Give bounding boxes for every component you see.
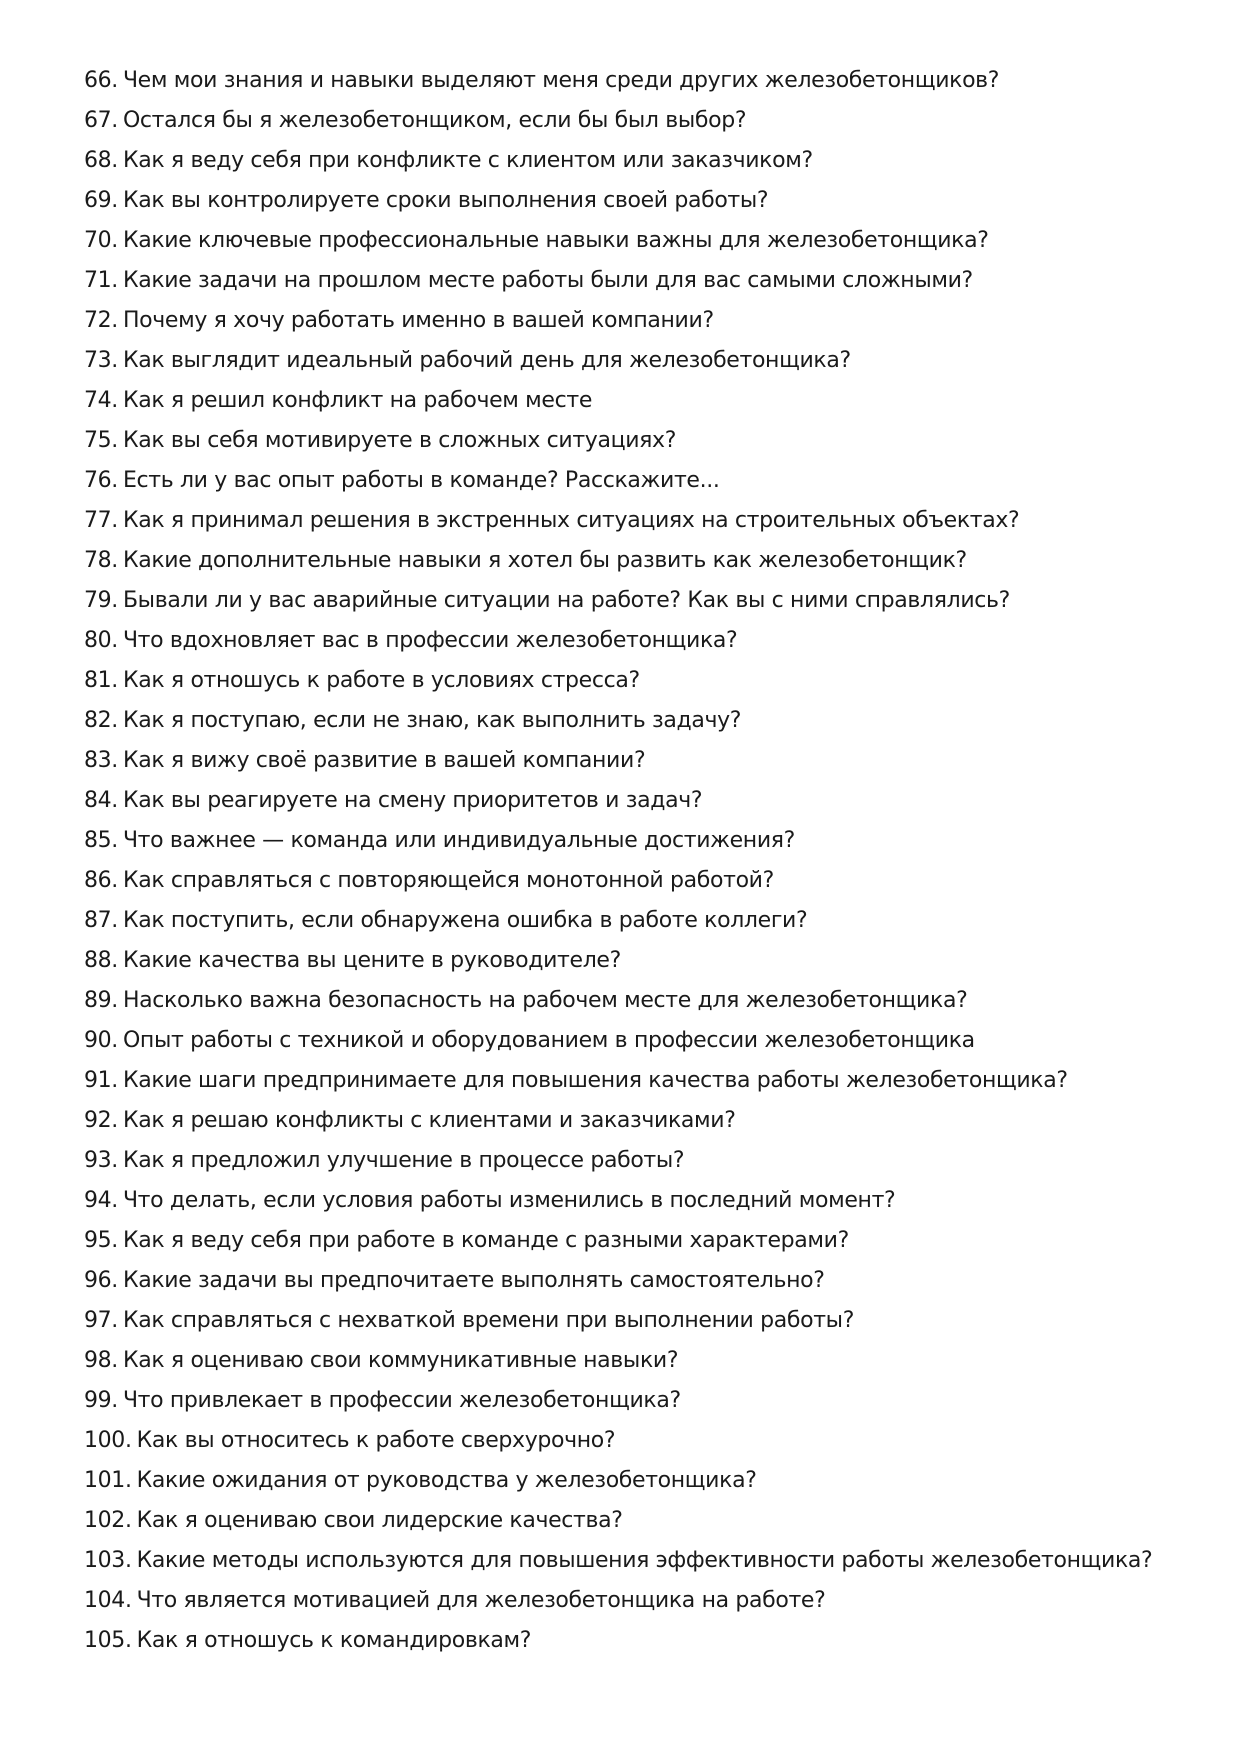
question-text: Как справляться с повторяющейся монотонной работой? [122, 868, 774, 893]
question-text: Какие дополнительные навыки я хотел бы развить как железобетонщик? [122, 548, 967, 573]
question-item [84, 221, 1214, 261]
question-item [84, 701, 1214, 741]
question-item [84, 1141, 1214, 1181]
question-number: 100. [84, 1428, 132, 1453]
question-number: 79. [84, 588, 118, 613]
question-item [84, 941, 1214, 981]
question-item [84, 261, 1214, 301]
question-item [84, 61, 1214, 101]
question-item [84, 1381, 1214, 1421]
question-number: 77. [84, 508, 118, 533]
question-text: Как вы реагируете на смену приоритетов и задач? [122, 788, 703, 813]
question-text: Как я отношусь к командировкам? [136, 1628, 532, 1653]
question-item [84, 781, 1214, 821]
question-text: Какие ключевые профессиональные навыки важны для железобетонщика? [122, 228, 989, 253]
question-item [84, 901, 1214, 941]
question-item [84, 1021, 1214, 1061]
question-text: Есть ли у вас опыт работы в команде? Расскажите... [122, 468, 720, 493]
question-text: Что вдохновляет вас в профессии железобетонщика? [122, 628, 738, 653]
question-item [84, 1341, 1214, 1381]
question-item [84, 461, 1214, 501]
question-number: 94. [84, 1188, 118, 1213]
question-item [84, 1061, 1214, 1101]
question-number: 75. [84, 428, 118, 453]
question-number: 81. [84, 668, 118, 693]
question-number: 99. [84, 1388, 118, 1413]
question-text: Как я отношусь к работе в условиях стресса? [122, 668, 640, 693]
question-number: 82. [84, 708, 118, 733]
question-item [84, 1501, 1214, 1541]
question-item [84, 741, 1214, 781]
question-text: Чем мои знания и навыки выделяют меня среди других железобетонщиков? [122, 68, 1000, 93]
question-item [84, 421, 1214, 461]
question-text: Какие ожидания от руководства у железобетонщика? [136, 1468, 757, 1493]
question-item [84, 541, 1214, 581]
question-number: 104. [84, 1588, 132, 1613]
question-text: Как справляться с нехваткой времени при выполнении работы? [122, 1308, 855, 1333]
question-item [84, 1621, 1214, 1661]
question-text: Почему я хочу работать именно в вашей компании? [122, 308, 714, 333]
question-text: Как вы себя мотивируете в сложных ситуациях? [122, 428, 677, 453]
question-item [84, 1181, 1214, 1221]
question-number: 103. [84, 1548, 132, 1573]
question-number: 86. [84, 868, 118, 893]
question-number: 92. [84, 1108, 118, 1133]
question-number: 96. [84, 1268, 118, 1293]
question-text: Как я предложил улучшение в процессе работы? [122, 1148, 685, 1173]
question-text: Опыт работы с техникой и оборудованием в профессии железобетонщика [122, 1028, 975, 1053]
question-item [84, 661, 1214, 701]
question-text: Остался бы я железобетонщиком, если бы был выбор? [122, 108, 747, 133]
question-text: Бывали ли у вас аварийные ситуации на работе? Как вы с ними справлялись? [122, 588, 1010, 613]
question-item [84, 341, 1214, 381]
question-text: Как я принимал решения в экстренных ситуациях на строительных объектах? [122, 508, 1020, 533]
question-item [84, 1301, 1214, 1341]
question-number: 98. [84, 1348, 118, 1373]
question-number: 70. [84, 228, 118, 253]
question-item [84, 621, 1214, 661]
question-number: 91. [84, 1068, 118, 1093]
question-number: 87. [84, 908, 118, 933]
question-number: 88. [84, 948, 118, 973]
question-text: Как выглядит идеальный рабочий день для железобетонщика? [122, 348, 851, 373]
question-item [84, 821, 1214, 861]
question-number: 102. [84, 1508, 132, 1533]
question-number: 73. [84, 348, 118, 373]
question-text: Какие шаги предпринимаете для повышения качества работы железобетонщика? [122, 1068, 1068, 1093]
question-number: 80. [84, 628, 118, 653]
question-number: 78. [84, 548, 118, 573]
question-text: Как я вижу своё развитие в вашей компании? [122, 748, 646, 773]
question-text: Какие задачи на прошлом месте работы были для вас самыми сложными? [122, 268, 973, 293]
question-number: 74. [84, 388, 118, 413]
question-text: Насколько важна безопасность на рабочем месте для железобетонщика? [122, 988, 968, 1013]
question-number: 105. [84, 1628, 132, 1653]
question-item [84, 1261, 1214, 1301]
question-text: Как я поступаю, если не знаю, как выполнить задачу? [122, 708, 742, 733]
question-number: 95. [84, 1228, 118, 1253]
question-text: Как я оцениваю свои коммуникативные навыки? [122, 1348, 679, 1373]
question-list [84, 61, 1214, 1661]
question-item [84, 581, 1214, 621]
question-number: 89. [84, 988, 118, 1013]
question-item [84, 981, 1214, 1021]
question-text: Какие качества вы цените в руководителе? [122, 948, 621, 973]
question-number: 72. [84, 308, 118, 333]
question-item [84, 501, 1214, 541]
question-number: 85. [84, 828, 118, 853]
question-text: Какие задачи вы предпочитаете выполнять самостоятельно? [122, 1268, 825, 1293]
question-item [84, 1461, 1214, 1501]
question-text: Как вы относитесь к работе сверхурочно? [136, 1428, 616, 1453]
question-item [84, 141, 1214, 181]
question-item [84, 1421, 1214, 1461]
question-item [84, 1541, 1214, 1581]
question-text: Как поступить, если обнаружена ошибка в работе коллеги? [122, 908, 808, 933]
question-number: 101. [84, 1468, 132, 1493]
question-item [84, 1101, 1214, 1141]
question-text: Как я оцениваю свои лидерские качества? [136, 1508, 623, 1533]
question-text: Какие методы используются для повышения эффективности работы железобетонщика? [136, 1548, 1153, 1573]
question-number: 71. [84, 268, 118, 293]
question-number: 97. [84, 1308, 118, 1333]
question-item [84, 1221, 1214, 1261]
question-number: 69. [84, 188, 118, 213]
question-item [84, 301, 1214, 341]
question-number: 90. [84, 1028, 118, 1053]
question-item [84, 181, 1214, 221]
question-item [84, 101, 1214, 141]
question-number: 93. [84, 1148, 118, 1173]
question-item [84, 861, 1214, 901]
question-text: Что является мотивацией для железобетонщика на работе? [136, 1588, 826, 1613]
question-number: 68. [84, 148, 118, 173]
question-item [84, 381, 1214, 421]
question-text: Как я веду себя при конфликте с клиентом или заказчиком? [122, 148, 813, 173]
question-number: 84. [84, 788, 118, 813]
question-number: 66. [84, 68, 118, 93]
question-text: Что делать, если условия работы изменились в последний момент? [122, 1188, 896, 1213]
question-text: Как вы контролируете сроки выполнения своей работы? [122, 188, 769, 213]
question-number: 67. [84, 108, 118, 133]
question-number: 83. [84, 748, 118, 773]
question-text: Что важнее — команда или индивидуальные достижения? [122, 828, 795, 853]
question-text: Что привлекает в профессии железобетонщика? [122, 1388, 681, 1413]
question-text: Как я решил конфликт на рабочем месте [122, 388, 593, 413]
question-text: Как я решаю конфликты с клиентами и заказчиками? [122, 1108, 736, 1133]
question-text: Как я веду себя при работе в команде с разными характерами? [122, 1228, 849, 1253]
question-number: 76. [84, 468, 118, 493]
question-item [84, 1581, 1214, 1621]
